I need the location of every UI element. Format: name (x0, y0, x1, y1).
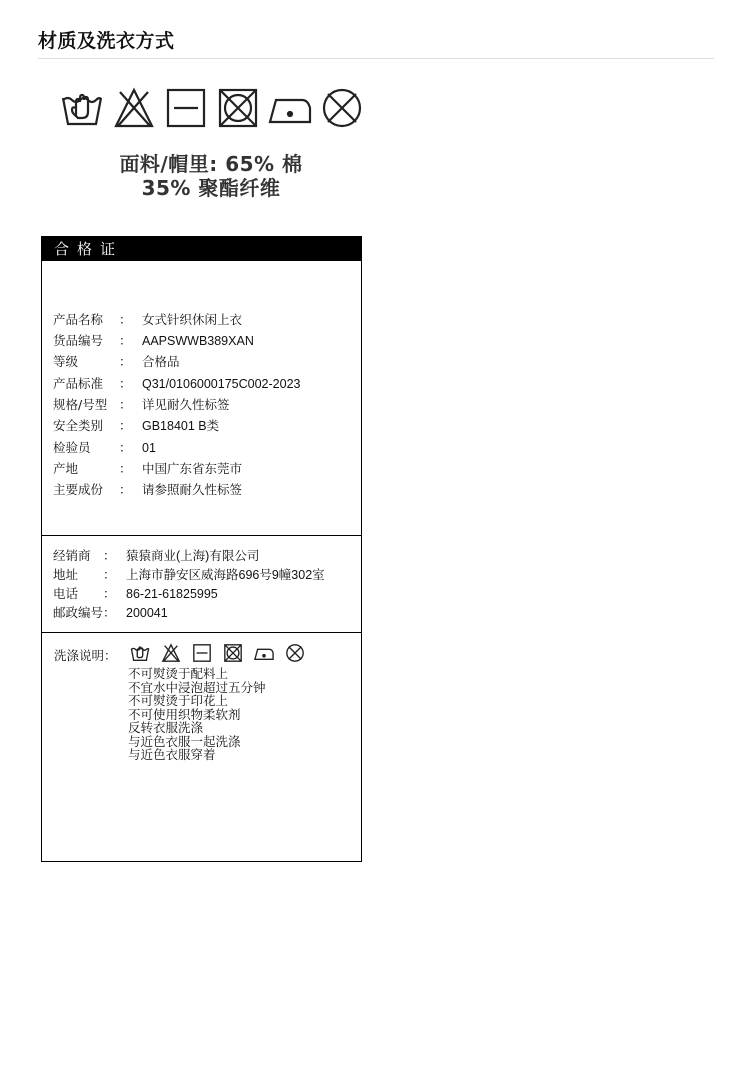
info-row: 检验员 ： 01 (53, 440, 156, 455)
info-row: 等级 ： 合格品 (53, 354, 180, 369)
hand-wash-icon (60, 86, 104, 130)
list-item: 反转衣服洗涤 (128, 720, 204, 735)
info-row: 产品标准 ： Q31/0106000175C002-2023 (53, 376, 301, 391)
distributor-section (42, 536, 361, 633)
care-label: 洗涤说明： (54, 648, 117, 663)
certificate-card (41, 236, 362, 862)
list-item: 不可使用织物柔软剂 (128, 706, 241, 722)
care-icons-large (60, 86, 372, 130)
info-row: 安全类别 ： GB18401 B类 (53, 418, 220, 433)
divider (38, 58, 714, 59)
info-row: 产品名称 ： 女式针织休闲上衣 (53, 312, 243, 327)
list-item: 与近色衣服一起洗涤 (128, 733, 241, 749)
certificate-header: 合格证 (42, 237, 361, 261)
distributor-row: 地址 ： 上海市静安区威海路696号9幢302室 (53, 567, 325, 582)
list-item: 与近色衣服穿着 (128, 747, 216, 762)
info-row: 规格/号型 ： 详见耐久性标签 (53, 397, 230, 412)
no-dry-clean-icon (320, 86, 364, 130)
no-tumble-dry-icon (216, 86, 260, 130)
care-instructions (128, 667, 266, 762)
fabric-composition (104, 152, 318, 200)
care-icons-small (130, 643, 316, 663)
distributor-row: 邮政编号 ： 200041 (53, 605, 168, 620)
info-row: 货品编号 ： AAPSWWB389XAN (53, 333, 254, 348)
tumble-dry-prohibited-icon (192, 643, 212, 663)
list-item: 不宜水中浸泡超过五分钟 (128, 679, 266, 695)
distributor-row: 经销商 ： 猿猿商业(上海)有限公司 (53, 548, 260, 563)
info-row: 主要成份 ： 请参照耐久性标签 (53, 482, 243, 497)
list-item: 不可熨烫于印花上 (128, 693, 229, 708)
care-section (42, 633, 361, 861)
section-title: 材质及洗衣方式 (38, 30, 175, 52)
hand-wash-icon (130, 643, 150, 663)
no-bleach-icon (161, 643, 181, 663)
product-info-section (42, 261, 361, 536)
list-item: 不可熨烫于配料上 (128, 666, 229, 681)
fabric-line-2: 35% 聚酯纤维 (141, 176, 281, 200)
no-dry-clean-icon (285, 643, 305, 663)
info-row: 产地 ： 中国广东省东莞市 (53, 461, 243, 476)
no-tumble-dry-icon (223, 643, 243, 663)
tumble-dry-prohibited-icon (164, 86, 208, 130)
no-bleach-icon (112, 86, 156, 130)
fabric-line-1: 面料/帽里: 65% 棉 (119, 152, 303, 176)
iron-low-temp-icon (268, 86, 312, 130)
distributor-row: 电话 ： 86-21-61825995 (53, 586, 218, 601)
iron-low-temp-icon (254, 643, 274, 663)
